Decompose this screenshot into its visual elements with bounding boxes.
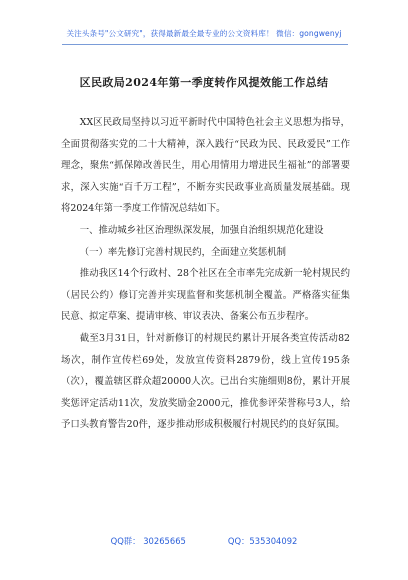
document-body <box>61 112 350 436</box>
body-paragraph: 推动我区14个行政村、28个社区在全市率先完成新一轮村规民约（居民公约）修订完善并实现监督和奖惩机制全覆盖。严格落实征集民意、拟定草案、提请审核、审议表决、备案公布五步程序。 <box>61 268 350 323</box>
body-paragraph: 截至3月31日，针对新修订的村规民约累计开展各类宣传活动82场次，制作宣传栏69处，发放宣传资料2879份，线上宣传195条（次），覆盖辖区群众超20000人次。已出台实施细则8份，累计开展奖惩评定活动11次，发放奖励金2000元，推优参评荣誉称号3人，给予口头教育警告20件，逐步推动形成积极履行村规民约的良好氛围。 <box>61 332 350 431</box>
intro-paragraph: XX区民政局坚持以习近平新时代中国特色社会主义思想为指导，全面贯彻落实党的二十大精神，深入践行“民政为民、民政爱民”工作理念，聚焦“抓保障改善民生，用心用情用力增进民生福祉”的部署要求，深入实施“百千万工程”，不断夯实民政事业高质量发展基础。现将2024年第一季度工作情况总结如下。 <box>61 117 350 215</box>
footer-qq: QQ：535304092 <box>227 536 298 546</box>
header-divider <box>62 44 348 45</box>
document-title: 区民政局2024年第一季度转作风提效能工作总结 <box>79 76 329 89</box>
header-banner: 关注头条号"公文研究"，获得最新最全最专业的公文资料库！ 微信：gongwenyj <box>66 29 342 38</box>
section-heading: 一、推动城乡社区治理纵深发展，加强自治组织规范化建设 <box>79 224 324 236</box>
footer-qq-group: QQ群： 30265665 <box>110 536 186 546</box>
footer-contact <box>0 535 408 547</box>
subsection-heading: （一）率先修订完善村规民约，全面建立奖惩机制 <box>79 246 287 258</box>
